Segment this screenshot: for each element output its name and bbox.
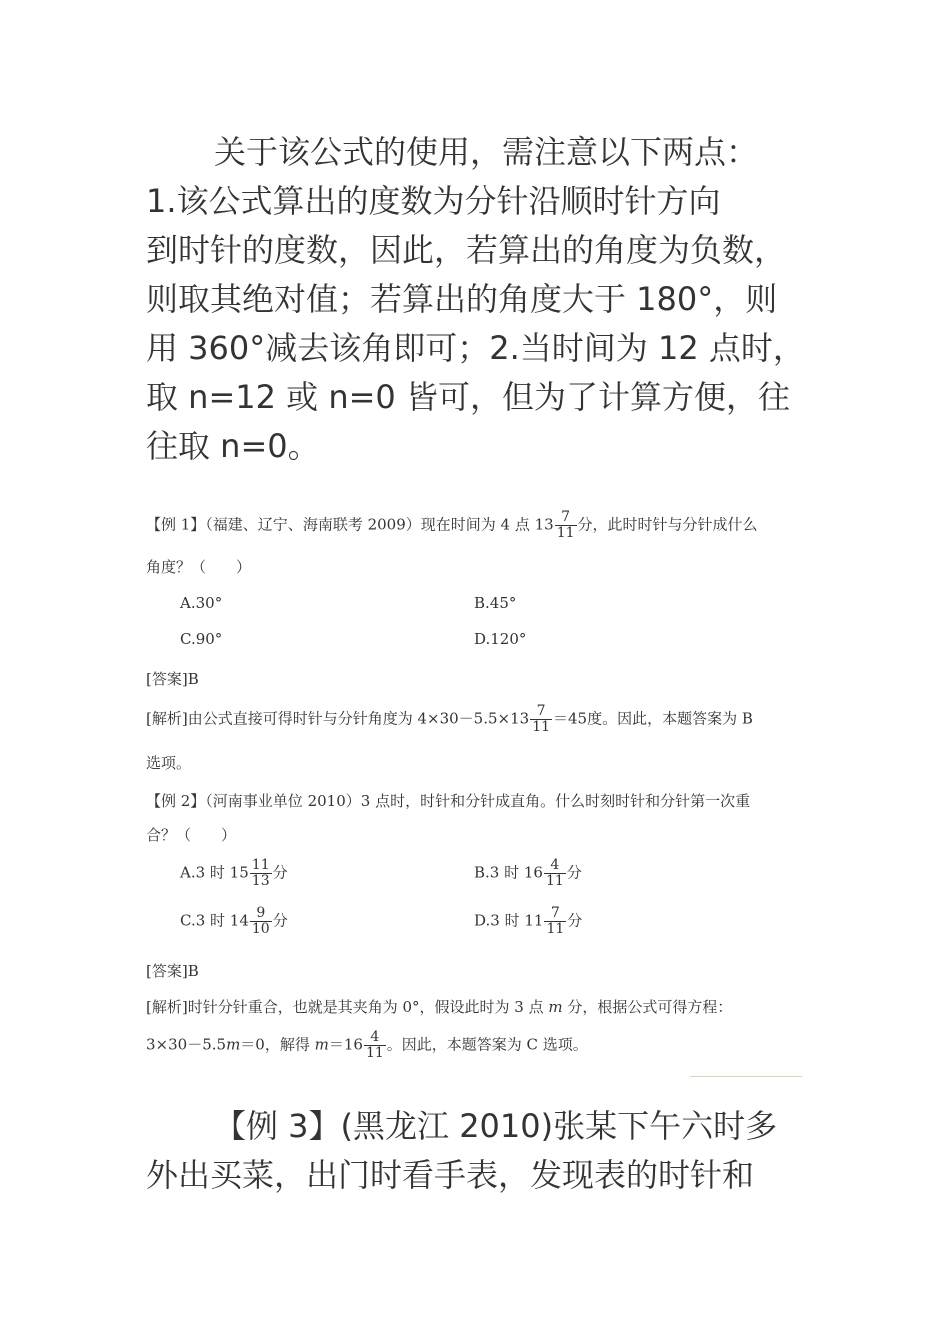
- ex1-analysis-line-2: 选项。: [146, 754, 192, 772]
- ex2-option-b-unit: 分: [566, 863, 582, 882]
- ex1-question-tail: 分，此时时针与分针成什么: [577, 515, 758, 534]
- ex1-frac-den: 11: [556, 525, 575, 541]
- ex2-option-a: [180, 858, 288, 889]
- intro-line-5: 用 360°减去该角即可；2.当时间为 12 点时，: [146, 329, 805, 367]
- ex2-eq-value: ＝16: [328, 1035, 363, 1054]
- ex2-d-num: 7: [544, 906, 566, 922]
- ex2-option-d-fraction: [544, 906, 566, 937]
- ex2-analysis-fraction: [364, 1030, 386, 1061]
- ex1-analysis-line-1: [146, 704, 753, 735]
- ex2-analysis-tail: 分，根据公式可得方程：: [567, 998, 733, 1016]
- ex2-option-c: [180, 906, 288, 937]
- ex2-d-den: 11: [546, 921, 565, 937]
- ex2-eq-mid: ＝0，解得: [240, 1035, 310, 1054]
- ex2-answer: [答案]B: [146, 962, 199, 980]
- ex1-question-text: 【例 1】（福建、辽宁、海南联考 2009）现在时间为 4 点 13: [146, 515, 554, 534]
- ex1-option-c: C.90°: [180, 630, 223, 648]
- ex2-option-b: [474, 858, 582, 889]
- ex1-question-line-2: 角度？（ ）: [146, 558, 252, 576]
- ex2-c-den: 10: [251, 921, 270, 937]
- ex2-option-a-fraction: [250, 858, 272, 889]
- ex2-question-line-2: 合？（ ）: [146, 826, 237, 844]
- ex1-analysis-tail: ＝45度。因此，本题答案为 B: [553, 709, 753, 728]
- ex2-b-den: 11: [545, 873, 564, 889]
- ex2-eq-tail: 。因此，本题答案为 C 选项。: [386, 1035, 588, 1054]
- ex1-answer: [答案]B: [146, 670, 199, 688]
- ex2-option-c-text: C.3 时 14: [180, 911, 249, 930]
- ex2-option-d-text: D.3 时 11: [474, 911, 544, 930]
- ex1-option-d: D.120°: [474, 630, 527, 648]
- ex2-question-line-1: 【例 2】（河南事业单位 2010）3 点时，时针和分针成直角。什么时刻时针和分针第一次重: [146, 792, 751, 810]
- ex2-analysis-var: m: [548, 998, 563, 1016]
- example3-paragraph: [146, 1102, 777, 1200]
- ex2-ana-den: 11: [365, 1045, 384, 1061]
- ex2-eq-left: 3×30－5.5: [146, 1035, 227, 1054]
- ex1-ana-frac-den: 11: [532, 719, 551, 735]
- intro-line-6: 取 n=12 或 n=0 皆可，但为了计算方便，往: [146, 378, 790, 416]
- ex1-option-a: A.30°: [180, 594, 223, 612]
- intro-line-4: 则取其绝对值；若算出的角度大于 180°，则: [146, 280, 778, 318]
- ex2-c-num: 9: [250, 906, 272, 922]
- ex2-eq-var-2: m: [314, 1035, 329, 1054]
- ex2-option-d: [474, 906, 582, 937]
- intro-line-7: 往取 n=0。: [146, 427, 320, 465]
- ex3-line-1: 【例 3】(黑龙江 2010)张某下午六时多: [214, 1107, 778, 1145]
- ex2-option-a-unit: 分: [272, 863, 288, 882]
- ex2-a-num: 11: [251, 857, 270, 873]
- ex2-option-b-text: B.3 时 16: [474, 863, 543, 882]
- ex2-ana-num: 4: [364, 1030, 386, 1046]
- intro-paragraph: [146, 128, 805, 471]
- intro-line-2: 1.该公式算出的度数为分针沿顺时针方向: [146, 182, 721, 220]
- ex2-b-num: 4: [544, 858, 566, 874]
- embedded-example-image: [146, 504, 802, 1078]
- ex2-option-b-fraction: [544, 858, 566, 889]
- ex2-a-den: 13: [251, 873, 270, 889]
- ex2-analysis-line-1: [146, 996, 732, 1017]
- intro-line-1: 关于该公式的使用，需注意以下两点：: [214, 133, 759, 171]
- intro-line-3: 到时针的度数，因此，若算出的角度为负数，: [146, 231, 787, 269]
- ex1-frac-num: 7: [555, 510, 577, 526]
- ex1-ana-frac-num: 7: [530, 704, 552, 720]
- image-bottom-rule: [690, 1076, 802, 1077]
- ex2-option-c-unit: 分: [272, 911, 288, 930]
- ex1-analysis-fraction: [530, 704, 552, 735]
- ex2-eq-var: m: [226, 1035, 241, 1054]
- ex1-question-line-1: [146, 510, 758, 541]
- ex1-analysis-text: [解析]由公式直接可得时针与分针角度为 4×30－5.5×13: [146, 709, 530, 728]
- ex2-analysis-line-2: [146, 1030, 588, 1061]
- ex2-option-a-text: A.3 时 15: [180, 863, 249, 882]
- ex1-question-fraction: [555, 510, 577, 541]
- ex3-line-2: 外出买菜，出门时看手表，发现表的时针和: [146, 1156, 755, 1194]
- ex2-option-d-unit: 分: [567, 911, 583, 930]
- ex1-option-b: B.45°: [474, 594, 517, 612]
- ex2-option-c-fraction: [250, 906, 272, 937]
- ex2-analysis-text: [解析]时针分针重合，也就是其夹角为 0°，假设此时为 3 点: [146, 998, 544, 1016]
